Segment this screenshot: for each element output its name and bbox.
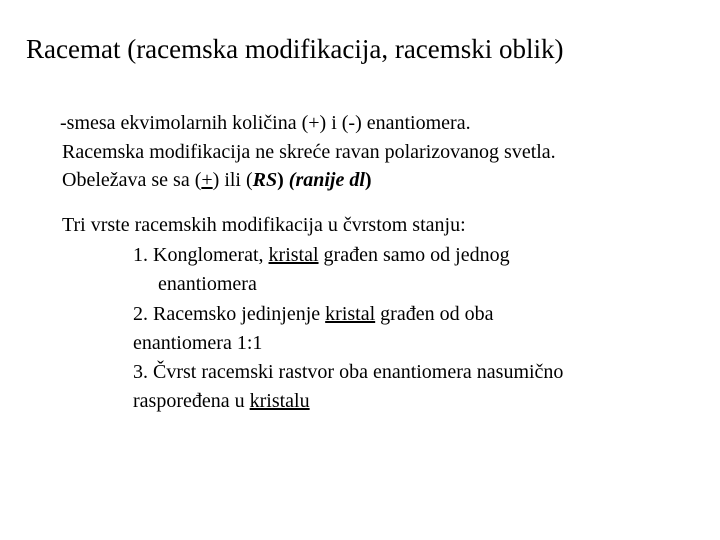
notation-text: ) ili ( [212, 169, 253, 191]
kristal-link: kristal [268, 244, 319, 266]
item-text: građen od oba [375, 303, 494, 325]
notation-text: ) [364, 169, 372, 191]
types-heading: Tri vrste racemskih modifikacija u čvrstom stanju: [62, 214, 466, 236]
item-text: raspoređena u [133, 390, 250, 412]
definition-line-3 [62, 168, 372, 192]
type-item-3-cont [133, 389, 310, 413]
slide-title: Racemat (racemska modifikacija, racemski oblik) [26, 34, 564, 64]
item-text: građen samo od jednog [318, 244, 510, 266]
rs-notation: RS [252, 169, 278, 191]
type-item-2 [133, 302, 493, 326]
definition-line-1: -smesa ekvimolarnih količina (+) i (-) enantiomera. [60, 112, 471, 134]
notation-text: Obeležava se sa ( [62, 169, 202, 191]
item-text: 1. Konglomerat, [133, 244, 269, 266]
type-item-2-cont: enantiomera 1:1 [133, 332, 263, 354]
kristal-link: kristal [325, 303, 376, 325]
dl-notation: (ranije dl [288, 169, 365, 191]
notation-text: ) [277, 169, 289, 191]
plus-minus-symbol: + [201, 169, 213, 191]
type-item-3: 3. Čvrst racemski rastvor oba enantiomera nasumično [133, 361, 564, 383]
item-text: 2. Racemsko jedinjenje [133, 303, 326, 325]
type-item-1-cont: enantiomera [158, 273, 257, 295]
kristalu-link: kristalu [249, 390, 310, 412]
type-item-1 [133, 243, 510, 267]
definition-line-2: Racemska modifikacija ne skreće ravan polarizovanog svetla. [62, 141, 556, 163]
